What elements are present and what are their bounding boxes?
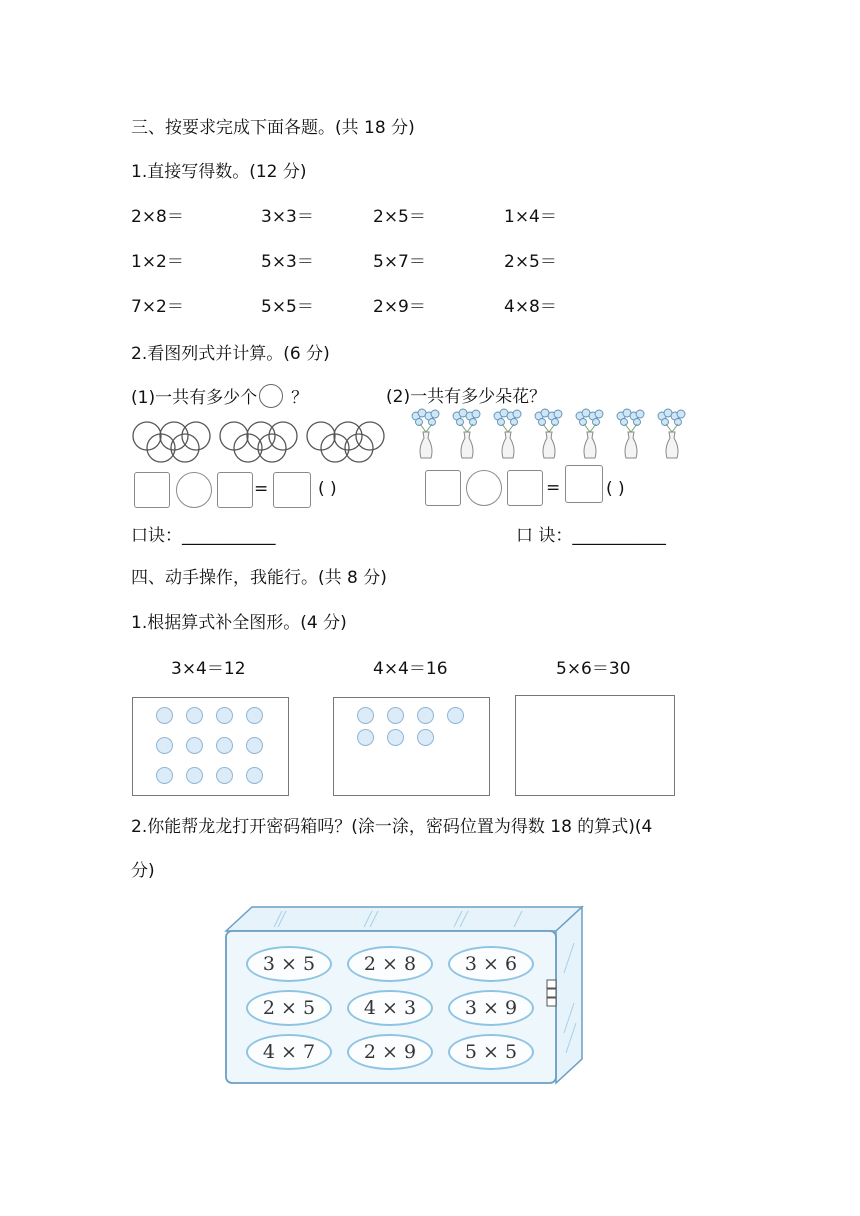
dot — [357, 729, 374, 746]
rings-picture — [130, 420, 390, 468]
password-option[interactable]: 4 × 3 — [347, 990, 433, 1026]
dot — [156, 707, 173, 724]
flower-vase-icon — [412, 409, 439, 458]
dot — [246, 707, 263, 724]
s4-q2-title-line2: 分) — [131, 861, 155, 881]
ring-group — [220, 422, 297, 462]
dot — [156, 767, 173, 784]
arith-item: 5×5＝ — [261, 297, 314, 317]
ring-group — [133, 422, 210, 462]
equation-label: 4×4＝16 — [373, 659, 448, 679]
equals-sign: = — [254, 479, 269, 499]
dot-figure-1 — [132, 697, 289, 796]
dot — [387, 707, 404, 724]
flower-vase-icon — [658, 409, 685, 458]
answer-paren[interactable]: ( ) — [318, 479, 337, 499]
password-option[interactable]: 5 × 5 — [448, 1034, 534, 1070]
arith-item: 2×5＝ — [504, 252, 557, 272]
equation-label: 3×4＝12 — [171, 659, 246, 679]
arith-item: 2×5＝ — [373, 207, 426, 227]
flower-vase-icon — [453, 409, 480, 458]
dot — [216, 767, 233, 784]
answer-box[interactable] — [507, 470, 543, 506]
flower-vase-icon — [494, 409, 521, 458]
arith-item: 7×2＝ — [131, 297, 184, 317]
operator-circle[interactable] — [176, 472, 212, 508]
dot — [357, 707, 374, 724]
flower-vase-icon — [576, 409, 603, 458]
answer-box[interactable] — [425, 470, 461, 506]
dot — [156, 737, 173, 754]
dot — [246, 737, 263, 754]
right-prompt: (2)一共有多少朵花？ — [386, 387, 547, 407]
answer-box[interactable] — [217, 472, 253, 508]
arith-item: 4×8＝ — [504, 297, 557, 317]
dot — [186, 707, 203, 724]
left-koujue[interactable]: 口诀：___________ — [131, 526, 276, 546]
section3-title: 三、按要求完成下面各题。(共 18 分) — [131, 118, 415, 138]
arith-item: 5×3＝ — [261, 252, 314, 272]
section4-title: 四、动手操作，我能行。(共 8 分) — [131, 568, 387, 588]
equals-sign: = — [546, 478, 561, 498]
q2-title: 2.看图列式并计算。(6 分) — [131, 344, 330, 364]
password-option[interactable]: 3 × 6 — [448, 946, 534, 982]
dot — [246, 767, 263, 784]
left-prompt-suffix: ？ — [291, 388, 309, 408]
answer-paren[interactable]: ( ) — [606, 479, 625, 499]
dot — [417, 729, 434, 746]
dot — [387, 729, 404, 746]
password-option[interactable]: 4 × 7 — [246, 1034, 332, 1070]
arith-item: 3×3＝ — [261, 207, 314, 227]
answer-box[interactable] — [565, 465, 603, 503]
dot — [186, 767, 203, 784]
password-option[interactable]: 2 × 8 — [347, 946, 433, 982]
password-option[interactable]: 3 × 5 — [246, 946, 332, 982]
ring-icon — [259, 384, 283, 408]
password-option[interactable]: 2 × 5 — [246, 990, 332, 1026]
left-prompt — [131, 386, 308, 410]
dot — [186, 737, 203, 754]
operator-circle[interactable] — [466, 470, 502, 506]
arith-item: 2×9＝ — [373, 297, 426, 317]
dot-figure-3[interactable] — [515, 695, 675, 796]
arith-item: 2×8＝ — [131, 207, 184, 227]
arith-item: 1×4＝ — [504, 207, 557, 227]
s4-q2-title-line1: 2.你能帮龙龙打开密码箱吗？(涂一涂，密码位置为得数 18 的算式)(4 — [131, 817, 653, 837]
dot-figure-2[interactable] — [333, 697, 490, 796]
left-prompt-text: (1)一共有多少个 — [131, 388, 258, 408]
right-koujue[interactable]: 口 诀：___________ — [516, 526, 666, 546]
dot — [216, 737, 233, 754]
answer-box[interactable] — [273, 472, 311, 508]
arith-item: 5×7＝ — [373, 252, 426, 272]
dot — [216, 707, 233, 724]
dot — [417, 707, 434, 724]
ring-group — [307, 422, 384, 462]
flower-vase-icon — [535, 409, 562, 458]
dot — [447, 707, 464, 724]
answer-box[interactable] — [134, 472, 170, 508]
q1-title: 1.直接写得数。(12 分) — [131, 162, 307, 182]
box-latch — [547, 980, 556, 1006]
flower-vase-icon — [617, 409, 644, 458]
arith-item: 1×2＝ — [131, 252, 184, 272]
password-option[interactable]: 3 × 9 — [448, 990, 534, 1026]
equation-label: 5×6＝30 — [556, 659, 631, 679]
s4-q1-title: 1.根据算式补全图形。(4 分) — [131, 613, 347, 633]
password-option[interactable]: 2 × 9 — [347, 1034, 433, 1070]
flower-vases-picture — [410, 408, 700, 464]
